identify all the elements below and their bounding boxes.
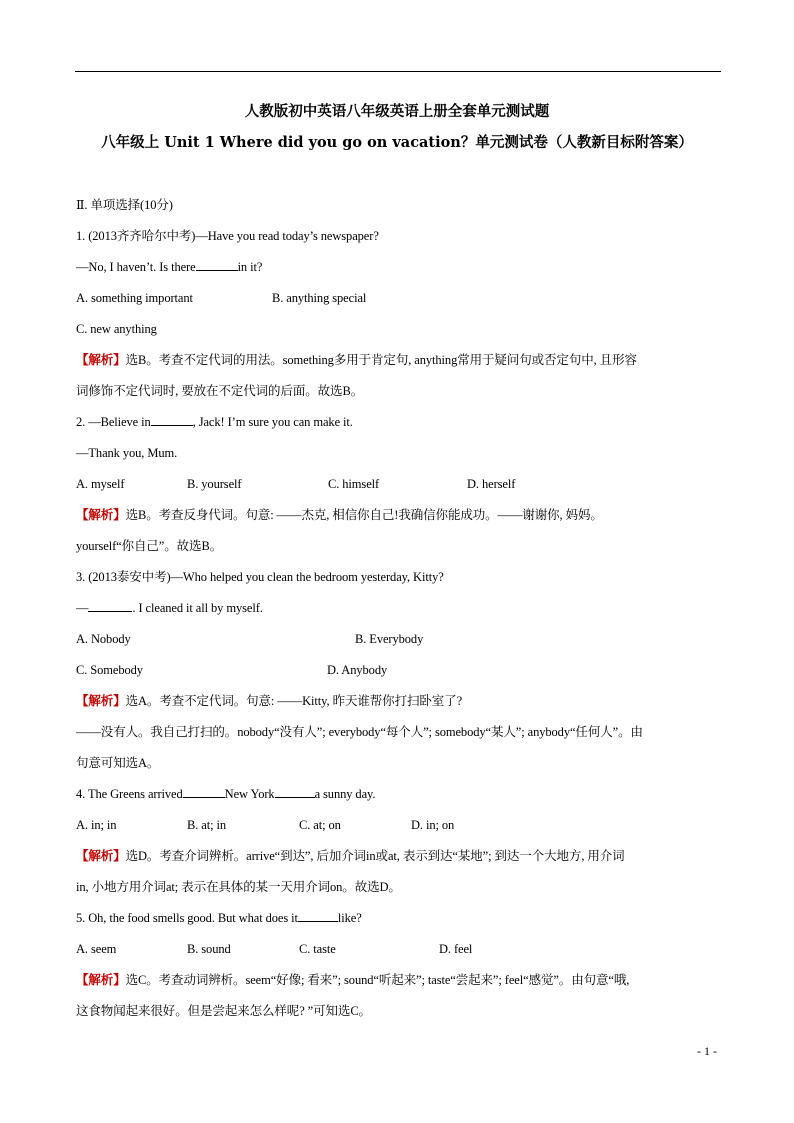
option-c: C. himself (328, 477, 380, 491)
question-3-options (76, 628, 724, 659)
question-5-analysis (76, 969, 724, 1000)
option-c: C. taste (299, 942, 336, 956)
question-2-analysis (76, 504, 724, 535)
analysis-tag: 【解析】 (76, 973, 126, 987)
q1-text-b: in it? (237, 260, 263, 274)
page-number: - 1 - (697, 1044, 717, 1058)
question-4-analysis (76, 845, 724, 876)
q4-text-c: a sunny day. (314, 787, 376, 801)
option-a: A. myself (76, 477, 125, 491)
option-c: C. Somebody (76, 663, 143, 677)
q3-text-a: — (76, 601, 89, 615)
question-1-analysis (76, 349, 724, 380)
question-3-analysis-3: 句意可知选A。 (76, 756, 160, 770)
question-2-options (76, 473, 724, 504)
question-3-analysis-2: ——没有人。我自己打扫的。nobody“没有人”; everybody“每个人”; somebody“某人”; anybody“任何人”。由 (76, 725, 643, 739)
document-body (76, 194, 724, 1031)
question-2-stem (76, 411, 724, 442)
q4-text-b: New York (224, 787, 275, 801)
option-b: B. at; in (187, 818, 227, 832)
analysis-tag: 【解析】 (76, 353, 126, 367)
document-subtitle: 八年级上 Unit 1 Where did you go on vacation？单元测试卷（人教新目标附答案） (101, 134, 693, 151)
question-2-analysis-2: yourself“你自己”。故选B。 (76, 539, 223, 553)
question-1-line2 (76, 256, 724, 287)
analysis-text: 选C。考查动词辨析。seem“好像; 看来”; sound“听起来”; taste“尝起来”; feel“感觉”。由句意“哦, (125, 973, 630, 987)
q2-text-a: 2. —Believe in (76, 415, 151, 429)
q5-text-a: 5. Oh, the food smells good. But what does it (76, 911, 298, 925)
question-1-analysis-2: 词修饰不定代词时, 要放在不定代词的后面。故选B。 (76, 384, 364, 398)
option-b: B. yourself (187, 477, 242, 491)
question-4-options (76, 814, 724, 845)
header-rule (75, 71, 721, 72)
option-c: C. new anything (76, 322, 157, 336)
question-5-analysis-2: 这食物闻起来很好。但是尝起来怎么样呢? ”可知选C。 (76, 1004, 371, 1018)
q2-text-b: , Jack! I’m sure you can make it. (192, 415, 353, 429)
answer-blank (298, 907, 338, 922)
question-4-analysis-2: in, 小地方用介词at; 表示在具体的某一天用介词on。故选D。 (76, 880, 401, 894)
answer-blank (183, 783, 225, 798)
option-b: B. sound (187, 942, 231, 956)
question-3-analysis (76, 690, 724, 721)
section-heading: Ⅱ. 单项选择(10分) (76, 198, 173, 212)
question-3-line2 (76, 597, 724, 628)
q3-text-b: . I cleaned it all by myself. (132, 601, 263, 615)
option-a: A. something important (76, 291, 193, 305)
analysis-text: 选A。考查不定代词。句意: ——Kitty, 昨天谁帮你打扫卧室了? (125, 694, 463, 708)
answer-blank (151, 411, 193, 426)
answer-blank (196, 256, 238, 271)
analysis-tag: 【解析】 (76, 508, 126, 522)
question-3-options-2 (76, 659, 724, 690)
question-1-stem: 1. (2013齐齐哈尔中考)—Have you read today’s newspaper? (76, 229, 379, 243)
q4-text-a: 4. The Greens arrived (76, 787, 183, 801)
option-d: D. feel (439, 942, 473, 956)
option-b: B. anything special (272, 291, 367, 305)
answer-blank (275, 783, 315, 798)
option-a: A. seem (76, 942, 117, 956)
analysis-text: 选D。考查介词辨析。arrive“到达”, 后加介词in或at, 表示到达“某地”; 到达一个大地方, 用介词 (125, 849, 625, 863)
question-4-stem (76, 783, 724, 814)
question-2-line2: —Thank you, Mum. (76, 446, 178, 460)
answer-blank (88, 597, 132, 612)
option-d: D. herself (467, 477, 516, 491)
option-a: A. in; in (76, 818, 117, 832)
analysis-tag: 【解析】 (76, 849, 126, 863)
option-a: A. Nobody (76, 632, 131, 646)
q5-text-b: like? (337, 911, 362, 925)
option-d: D. Anybody (327, 663, 388, 677)
option-d: D. in; on (411, 818, 455, 832)
question-5-options (76, 938, 724, 969)
analysis-text: 选B。考查不定代词的用法。something多用于肯定句, anything常用于疑问句或否定句中, 且形容 (125, 353, 637, 367)
analysis-tag: 【解析】 (76, 694, 126, 708)
document-title: 人教版初中英语八年级英语上册全套单元测试题 (244, 103, 550, 120)
question-3-stem: 3. (2013泰安中考)—Who helped you clean the bedroom yesterday, Kitty? (76, 570, 444, 584)
question-1-options-2 (76, 318, 724, 349)
analysis-text: 选B。考查反身代词。句意: ——杰克, 相信你自己!我确信你能成功。——谢谢你, 妈妈。 (125, 508, 603, 522)
option-c: C. at; on (299, 818, 341, 832)
question-5-stem (76, 907, 724, 938)
q1-text-a: —No, I haven’t. Is there (76, 260, 196, 274)
option-b: B. Everybody (355, 632, 424, 646)
question-1-options (76, 287, 724, 318)
